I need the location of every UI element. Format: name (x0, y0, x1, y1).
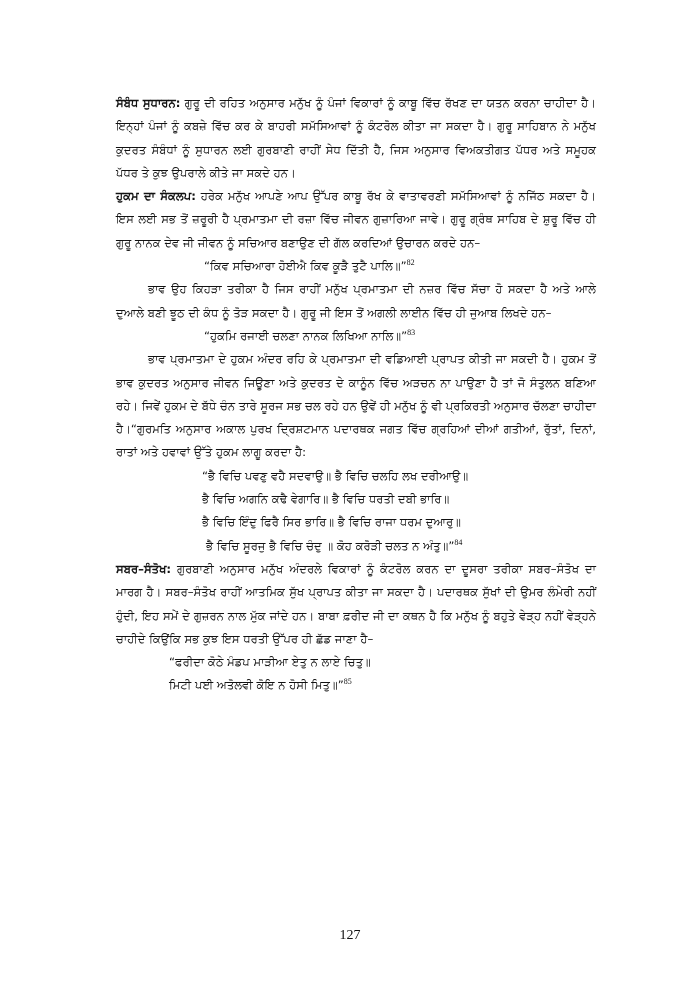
footnote-ref: 85 (343, 677, 352, 687)
paragraph-patience (116, 558, 596, 651)
verse-line (116, 535, 596, 558)
paragraph-text: ਗੁਰਬਾਣੀ ਅਨੁਸਾਰ ਮਨੁੱਖ ਅੰਦਰਲੇ ਵਿਕਾਰਾਂ ਨੂੰ ਕੰਟਰੋਲ ਕਰਨ ਦਾ ਦੂਸਰਾ ਤਰੀਕਾ ਸਬਰ–ਸੰਤੋਖ ਦਾ ਮਾਰਗ ਹੈ। ਸਬਰ–ਸੰਤੋਖ ਰਾਹੀਂ ਆਤਮਿਕ ਸੁੱਖ ਪ੍ਰਾਪਤ ਕੀਤਾ ਜਾ ਸਕਦਾ ਹੈ। ਪਦਾਰਥਕ ਸੁੱਖਾਂ ਦੀ ਉਮਰ ਲੰਮੇਰੀ ਨਹੀਂ ਹੁੰਦੀ, ਇਹ ਸਮੇਂ ਦੇ ਗੁਜ਼ਰਨ ਨਾਲ ਮੁੱਕ ਜਾਂਦੇ ਹਨ। ਬਾਬਾ ਫ਼ਰੀਦ ਜੀ ਦਾ ਕਥਨ ਹੈ ਕਿ ਮਨੁੱਖ ਨੂੰ ਬਹੁਤੇ ਵੇੜ੍ਹ ਨਹੀਂ ਵੇੜ੍ਹਨੇ ਚਾਹੀਦੇ ਕਿਉਂਕਿ ਸਭ ਕੁਝ ਇਸ ਧਰਤੀ ਉੱਪਰ ਹੀ ਛੱਡ ਜਾਣਾ ਹੈ– (116, 561, 596, 646)
footnote-ref: 83 (407, 327, 416, 337)
paragraph-text: ਭਾਵ ਉਹ ਕਿਹੜਾ ਤਰੀਕਾ ਹੈ ਜਿਸ ਰਾਹੀਂ ਮਨੁੱਖ ਪ੍ਰਮਾਤਮਾ ਦੀ ਨਜ਼ਰ ਵਿੱਚ ਸੱਚਾ ਹੋ ਸਕਦਾ ਹੈ ਅਤੇ ਆਲੇ ਦੁਆਲੇ ਬਣੀ ਝੂਠ ਦੀ ਕੰਧ ਨੂੰ ਤੋੜ ਸਕਦਾ ਹੈ। ਗੁਰੂ ਜੀ ਇਸ ਤੋਂ ਅਗਲੀ ਲਾਈਨ ਵਿੱਚ ਹੀ ਜੁਆਬ ਲਿਖਦੇ ਹਨ– (116, 282, 596, 320)
paragraph-relations-improvement (116, 92, 596, 185)
quote-line (116, 674, 596, 697)
quote-text: “ਹੁਕਮਿ ਰਜਾਈ ਚਲਣਾ ਨਾਨਕ ਲਿਖਿਆ ਨਾਲਿ॥” (204, 328, 408, 343)
paragraph-text: ਭਾਵ ਪ੍ਰਮਾਤਮਾ ਦੇ ਹੁਕਮ ਅੰਦਰ ਰਹਿ ਕੇ ਪ੍ਰਮਾਤਮਾ ਦੀ ਵਡਿਆਈ ਪ੍ਰਾਪਤ ਕੀਤੀ ਜਾ ਸਕਦੀ ਹੈ। ਹੁਕਮ ਤੋਂ ਭਾਵ ਕੁਦਰਤ ਅਨੁਸਾਰ ਜੀਵਨ ਜਿਊਣਾ ਅਤੇ ਕੁਦਰਤ ਦੇ ਕਾਨੂੰਨ ਵਿੱਚ ਅੜਚਨ ਨਾ ਪਾਉਣਾ ਹੈ ਤਾਂ ਜੋ ਸੰਤੁਲਨ ਬਣਿਆ ਰਹੇ। ਜਿਵੇਂ ਹੁਕਮ ਦੇ ਬੱਧੇ ਚੰਨ ਤਾਰੇ ਸੂਰਜ ਸਭ ਚਲ ਰਹੇ ਹਨ ਉਵੇਂ ਹੀ ਮਨੁੱਖ ਨੂੰ ਵੀ ਪ੍ਰਕਿਰਤੀ ਅਨੁਸਾਰ ਚੱਲਣਾ ਚਾਹੀਦਾ ਹੈ।“ਗੁਰਮਤਿ ਅਨੁਸਾਰ ਅਕਾਲ ਪੁਰਖ ਦ੍ਰਿਸ਼ਟਮਾਨ ਪਦਾਰਥਕ ਜਗਤ ਵਿੱਚ ਗ੍ਰਹਿਆਂ ਦੀਆਂ ਗਤੀਆਂ, ਰੁੱਤਾਂ, ਦਿਨਾਂ, ਰਾਤਾਂ ਅਤੇ ਹਵਾਵਾਂ ਉੱਤੇ ਹੁਕਮ ਲਾਗੂ ਕਰਦਾ ਹੈ: (116, 352, 596, 460)
footnote-ref: 82 (406, 258, 415, 268)
verse-line: ਭੈ ਵਿਚਿ ਅਗਨਿ ਕਢੈ ਵੇਗਾਰਿ॥ ਭੈ ਵਿਚਿ ਧਰਤੀ ਦਬੀ ਭਾਰਿ॥ (202, 492, 450, 507)
quote-text: “ਕਿਵ ਸਚਿਆਰਾ ਹੋਈਐ ਕਿਵ ਕੂੜੈ ਤੁਟੈ ਪਾਲਿ॥” (204, 259, 407, 274)
verse-text: ਭੈ ਵਿਚਿ ਸੂਰਜੁ ਭੈ ਵਿਚਿ ਚੰਦੁ ॥ ਕੋਹ ਕਰੋੜੀ ਚਲਤ ਨ ਅੰਤੁ॥” (206, 538, 455, 553)
quote-text: ਮਿਟੀ ਪਈ ਅਤੋਲਵੀ ਕੋਇ ਨ ਹੋਸੀ ਮਿਤੁ॥” (169, 678, 344, 693)
paragraph-hukam-concept (116, 185, 596, 255)
quote-line: “ਫਰੀਦਾ ਕੋਠੇ ਮੰਡਪ ਮਾੜੀਆ ਏਤੁ ਨ ਲਾਏ ਚਿਤੁ॥ (169, 655, 371, 670)
footnote-ref: 84 (454, 537, 463, 547)
section-heading: ਸੰਬੰਧ ਸੁਧਾਰਨ: (116, 96, 181, 110)
document-body (116, 92, 596, 698)
verse-line: “ਭੈ ਵਿਚਿ ਪਵਣੁ ਵਹੈ ਸਦਵਾਉ॥ ਭੈ ਵਿਚਿ ਚਲਹਿ ਲਖ ਦਰੀਆਉ॥ (202, 468, 469, 483)
quote-line (116, 255, 596, 278)
verse-line: ਭੈ ਵਿਚਿ ਇੰਦੁ ਫਿਰੈ ਸਿਰ ਭਾਰਿ॥ ਭੈ ਵਿਚਿ ਰਾਜਾ ਧਰਮ ਦੁਆਰੁ॥ (202, 515, 461, 530)
section-heading: ਸਬਰ–ਸੰਤੋਖ: (116, 561, 172, 576)
section-heading: ਹੁਕਮ ਦਾ ਸੰਕਲਪ: (116, 189, 196, 204)
paragraph-text: ਗੁਰੂ ਦੀ ਰਹਿਤ ਅਨੁਸਾਰ ਮਨੁੱਖ ਨੂੰ ਪੰਜਾਂ ਵਿਕਾਰਾਂ ਨੂੰ ਕਾਬੂ ਵਿੱਚ ਰੱਖਣ ਦਾ ਯਤਨ ਕਰਨਾ ਚਾਹੀਦਾ ਹੈ। ਇਨ੍ਹਾਂ ਪੰਜਾਂ ਨੂੰ ਕਬਜ਼ੇ ਵਿੱਚ ਕਰ ਕੇ ਬਾਹਰੀ ਸਮੱਸਿਆਵਾਂ ਨੂੰ ਕੰਟਰੋਲ ਕੀਤਾ ਜਾ ਸਕਦਾ ਹੈ। ਗੁਰੂ ਸਾਹਿਬਾਨ ਨੇ ਮਨੁੱਖ ਕੁਦਰਤ ਸੰਬੰਧਾਂ ਨੂੰ ਸੁਧਾਰਨ ਲਈ ਗੁਰਬਾਣੀ ਰਾਹੀਂ ਸੇਧ ਦਿੱਤੀ ਹੈ, ਜਿਸ ਅਨੁਸਾਰ ਵਿਅਕਤੀਗਤ ਪੱਧਰ ਅਤੇ ਸਮੂਹਕ ਪੱਧਰ ਤੇ ਕੁਝ ਉਪਰਾਲੇ ਕੀਤੇ ਜਾ ਸਕਦੇ ਹਨ। (116, 96, 597, 180)
paragraph-text: ਹਰੇਕ ਮਨੁੱਖ ਆਪਣੇ ਆਪ ਉੱਪਰ ਕਾਬੂ ਰੱਖ ਕੇ ਵਾਤਾਵਰਣੀ ਸਮੱਸਿਆਵਾਂ ਨੂੰ ਨਜਿੱਠ ਸਕਦਾ ਹੈ। ਇਸ ਲਈ ਸਭ ਤੋਂ ਜ਼ਰੂਰੀ ਹੈ ਪ੍ਰਮਾਤਮਾ ਦੀ ਰਜ਼ਾ ਵਿੱਚ ਜੀਵਨ ਗੁਜ਼ਾਰਿਆ ਜਾਵੇ। ਗੁਰੂ ਗ੍ਰੰਥ ਸਾਹਿਬ ਦੇ ਸ਼ੁਰੂ ਵਿੱਚ ਹੀ ਗੁਰੂ ਨਾਨਕ ਦੇਵ ਜੀ ਜੀਵਨ ਨੂੰ ਸਚਿਆਰ ਬਣਾਉਣ ਦੀ ਗੱਲ ਕਰਦਿਆਂ ਉਚਾਰਨ ਕਰਦੇ ਹਨ– (116, 189, 596, 250)
page-number: 127 (339, 928, 361, 943)
quote-line (116, 325, 596, 348)
